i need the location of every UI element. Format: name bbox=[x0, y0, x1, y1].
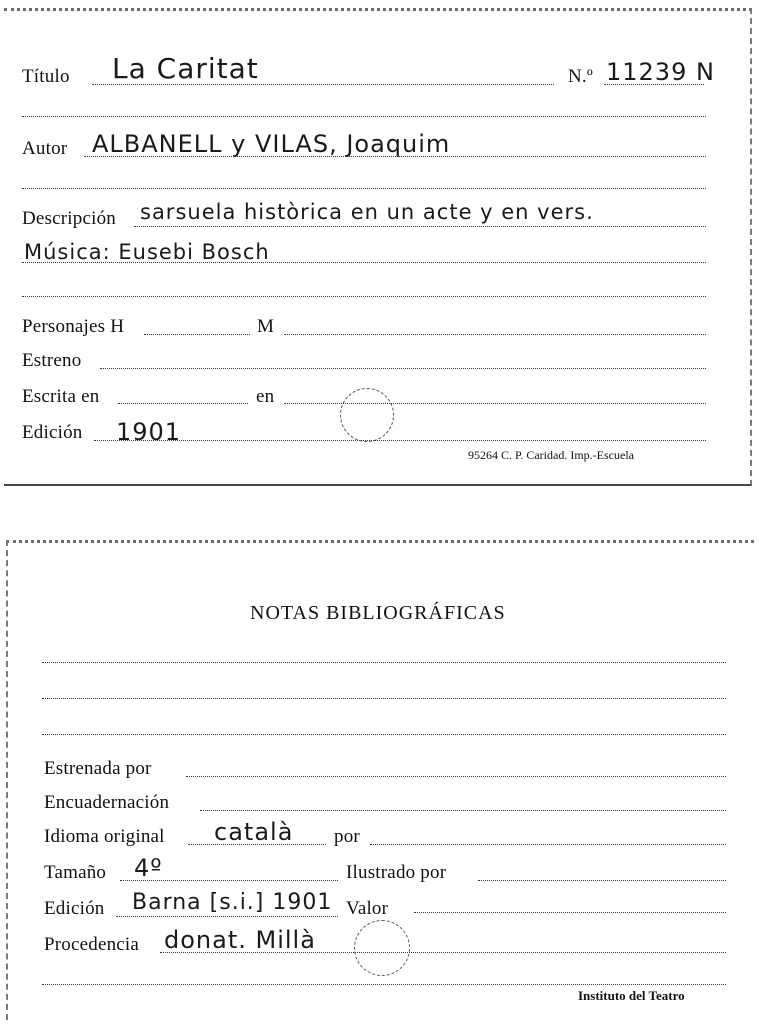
escrita-line bbox=[118, 403, 248, 404]
notes-line-bottom bbox=[42, 984, 726, 985]
titulo-line bbox=[92, 84, 554, 85]
numero-label: N.º bbox=[568, 66, 593, 87]
idioma-value: català bbox=[214, 818, 294, 846]
notes-line-3 bbox=[42, 734, 726, 735]
estrenada-line bbox=[186, 776, 726, 777]
numero-line bbox=[604, 84, 704, 85]
ilustrado-line bbox=[478, 880, 726, 881]
printer-imprint: 95264 C. P. Caridad. Imp.-Escuela bbox=[468, 448, 634, 462]
valor-label: Valor bbox=[346, 898, 389, 919]
personajes-h-line bbox=[144, 334, 250, 335]
edicion-value: 1901 bbox=[116, 418, 182, 446]
estreno-line bbox=[100, 368, 706, 369]
escrita-en-label: en bbox=[256, 386, 275, 407]
notas-heading: NOTAS BIBLIOGRÁFICAS bbox=[250, 602, 506, 624]
autor-value: ALBANELL y VILAS, Joaquim bbox=[92, 130, 451, 158]
institution-footer: Instituto del Teatro bbox=[578, 988, 685, 1003]
tamano-value: 4º bbox=[134, 854, 163, 882]
descripcion-label: Descripción bbox=[22, 208, 116, 229]
autor-label: Autor bbox=[22, 138, 68, 159]
edicion-label: Edición bbox=[22, 422, 83, 443]
idioma-label: Idioma original bbox=[44, 826, 165, 847]
procedencia-label: Procedencia bbox=[44, 934, 140, 955]
personajes-m-line bbox=[284, 334, 706, 335]
estrenada-label: Estrenada por bbox=[44, 758, 152, 779]
edicion2-line bbox=[116, 916, 338, 917]
autor-line bbox=[84, 156, 706, 157]
ilustrado-label: Ilustrado por bbox=[346, 862, 447, 883]
blank-line-1 bbox=[22, 116, 706, 117]
descripcion-line-1 bbox=[134, 226, 706, 227]
notes-line-2 bbox=[42, 698, 726, 699]
tamano-label: Tamaño bbox=[44, 862, 107, 883]
edicion-line bbox=[94, 440, 706, 441]
stamp-circle-2 bbox=[354, 920, 410, 976]
numero-value: 11239 N bbox=[606, 58, 715, 86]
procedencia-line bbox=[160, 952, 726, 953]
blank-line-2 bbox=[22, 188, 706, 189]
titulo-value: La Caritat bbox=[112, 52, 259, 85]
escrita-label: Escrita en bbox=[22, 386, 100, 407]
tamano-line bbox=[120, 880, 338, 881]
blank-line-3 bbox=[22, 296, 706, 297]
procedencia-value: donat. Millà bbox=[164, 926, 316, 954]
descripcion-line-2 bbox=[22, 262, 706, 263]
encuadernacion-label: Encuadernación bbox=[44, 792, 170, 813]
encuadernacion-line bbox=[200, 810, 726, 811]
idioma-line bbox=[188, 844, 326, 845]
personajes-label: Personajes H bbox=[22, 316, 125, 337]
edicion2-label: Edición bbox=[44, 898, 105, 919]
idioma-por-label: por bbox=[334, 826, 360, 847]
titulo-label: Título bbox=[22, 66, 70, 87]
valor-line bbox=[414, 912, 726, 913]
stamp-circle-1 bbox=[340, 388, 394, 442]
estreno-label: Estreno bbox=[22, 350, 82, 371]
personajes-m-label: M bbox=[257, 316, 275, 337]
descripcion-value-1: sarsuela històrica en un acte y en vers. bbox=[140, 200, 594, 224]
idioma-por-line bbox=[370, 844, 726, 845]
edicion2-value: Barna [s.i.] 1901 bbox=[132, 890, 333, 915]
notes-line-1 bbox=[42, 662, 726, 663]
descripcion-value-2: Música: Eusebi Bosch bbox=[24, 240, 270, 264]
